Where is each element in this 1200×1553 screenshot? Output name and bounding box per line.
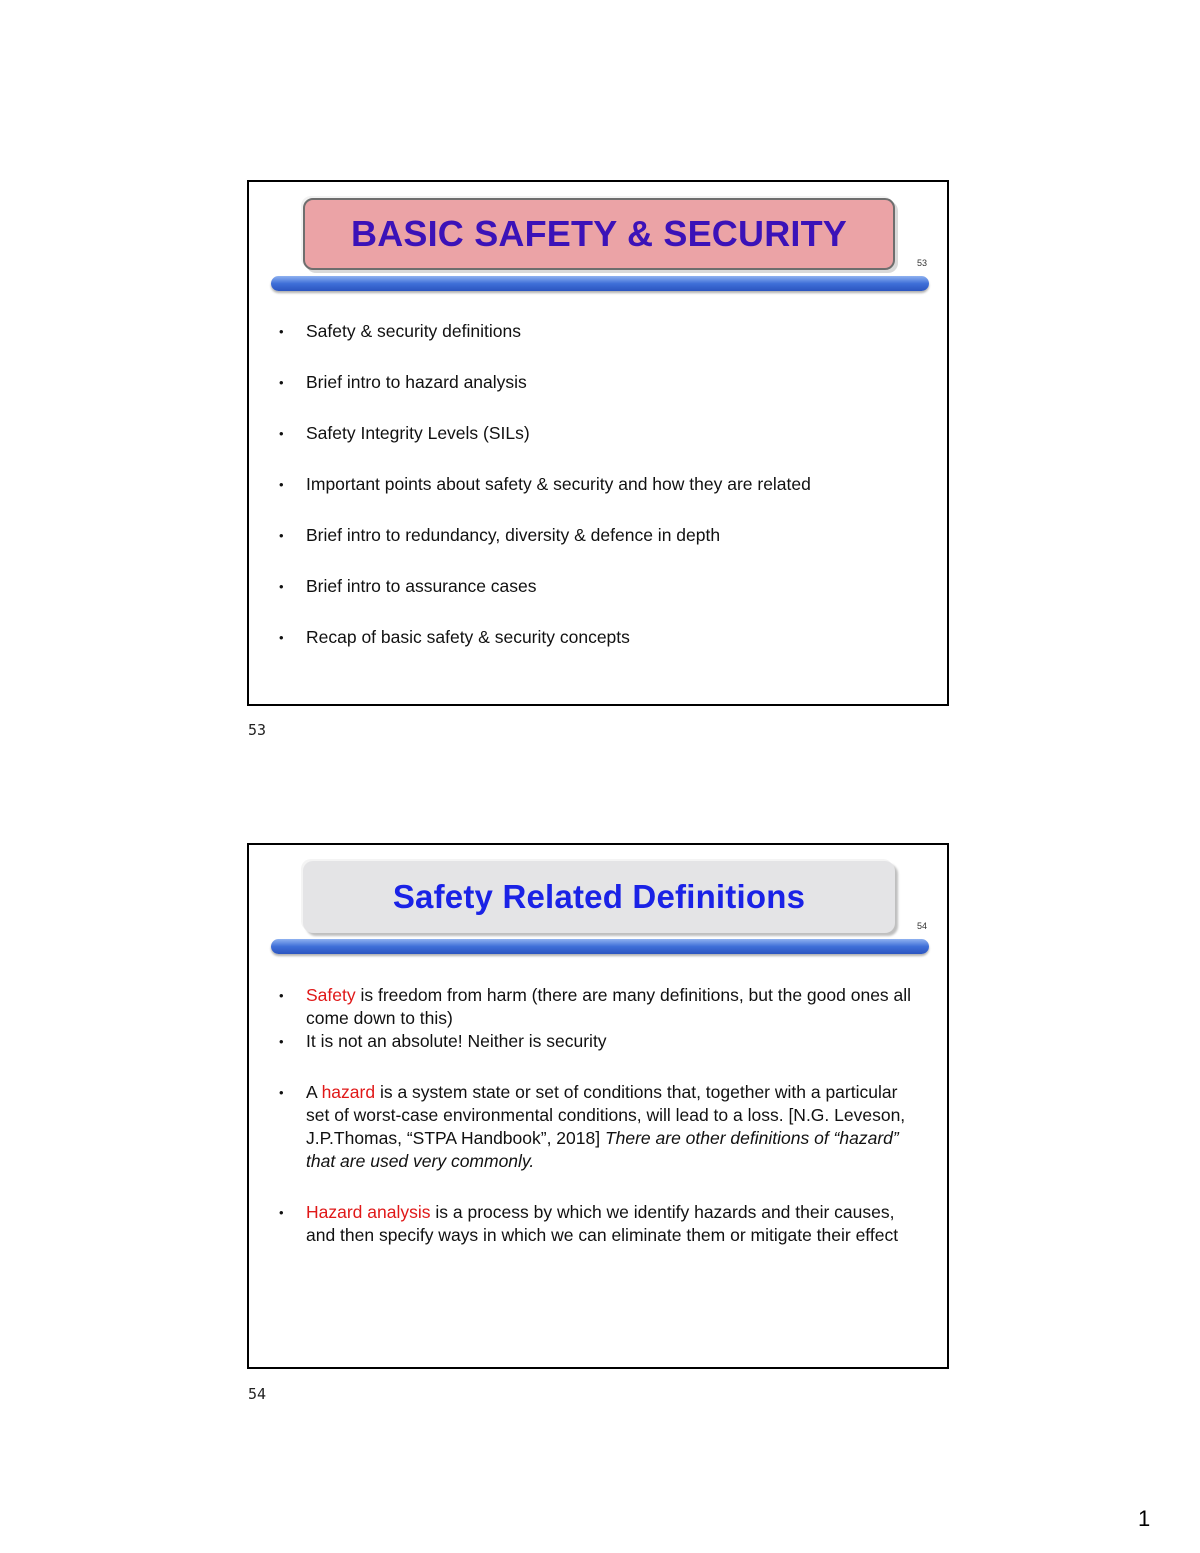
bullet-text: is freedom from harm (there are many definitions, but the good ones all come down to this) bbox=[306, 985, 912, 1028]
bullet-item: • Important points about safety & security and how they are related bbox=[279, 473, 919, 496]
term-safety: Safety bbox=[306, 985, 356, 1005]
slide-page-label: 53 bbox=[248, 721, 267, 739]
term-hazard-analysis: Hazard analysis bbox=[306, 1202, 431, 1222]
slide-page-label: 54 bbox=[248, 1385, 267, 1403]
bullet-text: is a process by which we identify hazards and their causes, and then specify ways in which we can eliminate them or mitigate their effect bbox=[306, 1202, 899, 1245]
slide-basic-safety-security bbox=[247, 180, 949, 706]
bullet-item-hazard bbox=[279, 1081, 919, 1173]
title-underline-bar bbox=[271, 939, 929, 954]
slide-title-box bbox=[303, 861, 895, 933]
bullet-text: A bbox=[306, 1082, 322, 1102]
page-number: 1 bbox=[1138, 1506, 1151, 1531]
term-hazard: hazard bbox=[321, 1082, 376, 1102]
slide-title: Safety Related Definitions bbox=[392, 878, 806, 915]
bullet-item: • Brief intro to redundancy, diversity & defence in depth bbox=[279, 524, 919, 547]
bullet-item: • Brief intro to assurance cases bbox=[279, 575, 919, 598]
bullet-item: • Safety & security definitions bbox=[279, 320, 919, 343]
bullet-item: • Brief intro to hazard analysis bbox=[279, 371, 919, 394]
slide-title-box bbox=[303, 198, 895, 270]
bullet-list bbox=[279, 320, 919, 677]
bullet-item: • Safety Integrity Levels (SILs) bbox=[279, 422, 919, 445]
bullet-item-absolute: • It is not an absolute! Neither is security bbox=[279, 1030, 919, 1053]
bullet-list bbox=[279, 984, 919, 1247]
slide-title: BASIC SAFETY & SECURITY bbox=[351, 213, 847, 254]
bullet-item: • Recap of basic safety & security concepts bbox=[279, 626, 919, 649]
bullet-text: is a system state or set of conditions that, together with a particular set of worst-case environmental conditions, will lead to a loss. [N.G. Leveson, J.P.Thomas, “STPA Handbook”, 2018] bbox=[306, 1082, 906, 1148]
bullet-italic-note: There are other definitions of “hazard” that are used very commonly. bbox=[306, 1128, 899, 1171]
slide-safety-related-definitions bbox=[247, 843, 949, 1369]
slide-corner-number: 54 bbox=[917, 921, 928, 931]
title-underline-bar bbox=[271, 276, 929, 291]
bullet-item-safety bbox=[279, 984, 919, 1030]
bullet-item-hazard-analysis bbox=[279, 1201, 919, 1247]
slide-corner-number: 53 bbox=[917, 258, 928, 268]
